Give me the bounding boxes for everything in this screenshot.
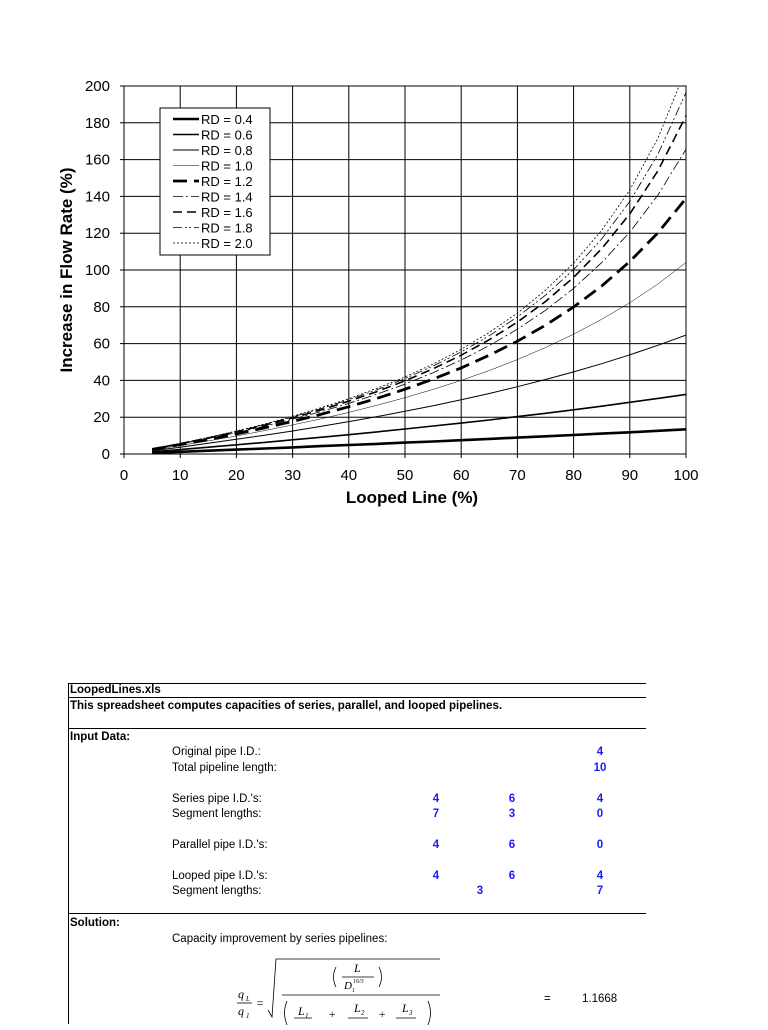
legend-label: RD = 1.2 <box>201 174 253 189</box>
svg-text:1: 1 <box>352 988 355 994</box>
spreadsheet-excerpt <box>68 683 646 1024</box>
legend-label: RD = 2.0 <box>201 236 253 251</box>
legend-label: RD = 1.4 <box>201 189 253 205</box>
y-tick-label: 60 <box>93 335 110 353</box>
sheet-row-border <box>68 913 646 914</box>
input-data-heading: Input Data: <box>70 731 131 743</box>
x-axis-label: Looped Line (%) <box>345 488 479 507</box>
y-tick-label: 0 <box>101 446 110 463</box>
legend-label: RD = 0.8 <box>201 143 253 158</box>
sheet-left-border <box>68 683 69 1024</box>
legend-label: RD = 0.6 <box>201 127 253 143</box>
result-value: 1.1668 <box>582 993 618 1005</box>
y-tick-label: 80 <box>93 298 110 316</box>
y-tick-label: 120 <box>84 225 110 243</box>
svg-text:16/3: 16/3 <box>353 979 364 985</box>
total-length-label: Total pipeline length: <box>172 762 277 774</box>
solution-heading: Solution: <box>70 917 120 929</box>
series-id-3: 4 <box>596 793 604 805</box>
looped-id-1: 4 <box>432 870 440 882</box>
y-axis-label: Increase in Flow Rate (%) <box>57 167 76 373</box>
svg-text:2: 2 <box>361 1009 365 1017</box>
capacity-formula <box>228 955 468 1025</box>
sheet-description: This spreadsheet computes capacities of series, parallel, and looped pipelines. <box>70 700 503 712</box>
y-tick-label: 20 <box>93 409 110 427</box>
svg-text:3: 3 <box>409 1009 413 1017</box>
x-tick-label: 40 <box>340 467 358 484</box>
svg-text:1: 1 <box>305 1012 309 1020</box>
series-id-1: 4 <box>432 793 440 805</box>
svg-text:L: L <box>298 1004 305 1018</box>
parallel-id-2: 6 <box>508 839 516 851</box>
parallel-id-1: 4 <box>432 839 440 851</box>
x-tick-label: 100 <box>673 467 699 484</box>
x-tick-label: 90 <box>621 467 639 484</box>
svg-text:q: q <box>238 1004 244 1018</box>
x-tick-label: 50 <box>396 467 414 484</box>
series-id-2: 6 <box>508 793 516 805</box>
looped-id-3: 4 <box>596 870 604 882</box>
sheet-filename: LoopedLines.xls <box>70 684 161 696</box>
parallel-id-3: 0 <box>596 839 604 851</box>
series-length-3: 0 <box>596 808 604 820</box>
legend-label: RD = 1.0 <box>201 158 253 174</box>
y-tick-label: 200 <box>84 78 110 95</box>
x-tick-label: 30 <box>284 467 301 484</box>
svg-text:=: = <box>256 996 265 1010</box>
looped-id-label: Looped pipe I.D.'s: <box>172 870 268 882</box>
y-tick-label: 100 <box>84 262 110 279</box>
parallel-id-label: Parallel pipe I.D.'s: <box>172 839 268 851</box>
sheet-row-border <box>68 728 646 729</box>
looped-id-2: 6 <box>508 870 516 882</box>
x-tick-label: 70 <box>509 467 526 484</box>
series-length-2: 3 <box>508 808 516 820</box>
svg-text:+: + <box>328 1007 337 1021</box>
series-length-1: 7 <box>432 808 440 820</box>
capacity-label: Capacity improvement by series pipelines: <box>172 933 388 945</box>
svg-text:L: L <box>354 961 361 975</box>
x-tick-label: 20 <box>228 467 245 484</box>
svg-text:1: 1 <box>246 1012 250 1020</box>
total-length-value: 10 <box>593 762 607 774</box>
original-id-label: Original pipe I.D.: <box>172 746 261 758</box>
looped-length-1: 3 <box>476 885 484 897</box>
looped-length-2: 7 <box>596 885 604 897</box>
svg-text:L: L <box>246 995 250 1003</box>
x-tick-label: 10 <box>171 467 189 484</box>
y-tick-label: 140 <box>84 188 110 206</box>
x-tick-label: 60 <box>452 467 470 484</box>
series-length-label: Segment lengths: <box>172 808 262 820</box>
legend-label: RD = 1.8 <box>201 220 253 236</box>
y-tick-label: 180 <box>84 114 110 132</box>
svg-text:q: q <box>238 987 244 1001</box>
legend-label: RD = 1.6 <box>201 205 253 220</box>
series-id-label: Series pipe I.D.'s: <box>172 793 262 805</box>
svg-text:L: L <box>402 1001 409 1015</box>
svg-text:L: L <box>354 1001 361 1015</box>
original-id-value: 4 <box>596 746 604 758</box>
x-tick-label: 80 <box>565 467 582 484</box>
chart-legend <box>160 108 270 255</box>
sheet-row-border <box>68 697 646 698</box>
equals-sign: = <box>544 993 551 1005</box>
svg-text:+: + <box>378 1007 387 1021</box>
y-tick-label: 160 <box>84 151 110 169</box>
y-tick-label: 40 <box>93 372 110 390</box>
x-tick-label: 0 <box>119 467 129 484</box>
looped-length-label: Segment lengths: <box>172 885 262 897</box>
svg-text:D: D <box>344 980 352 992</box>
legend-label: RD = 0.4 <box>201 112 253 127</box>
